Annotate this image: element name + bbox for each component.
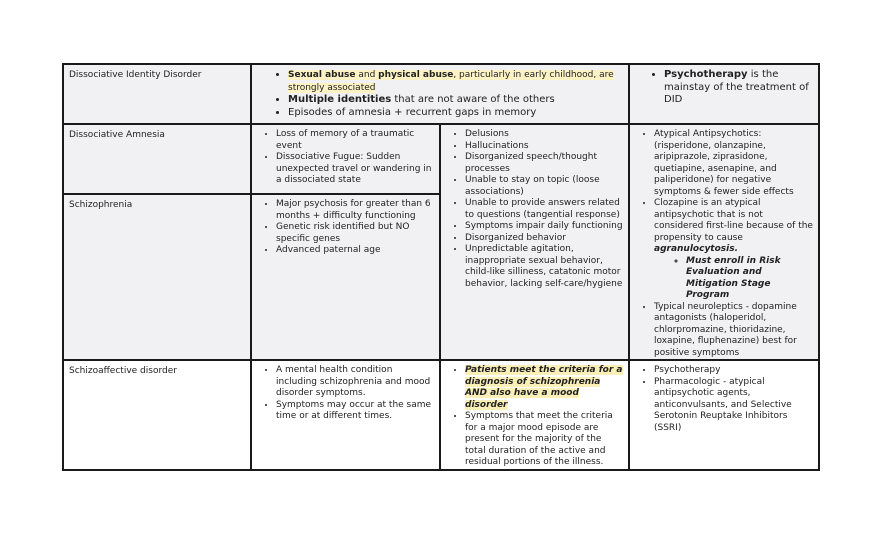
bullet-list (252, 361, 439, 423)
list-item (654, 198, 814, 302)
list-item: • Disorganized behavior (465, 233, 624, 245)
list-item: • Unpredictable agitation, inappropriate sexual behavior, child-like silliness, catatonic motor behavior, lacking self-care/hygiene (465, 244, 624, 290)
list-item: • Loss of memory of a traumatic event (276, 129, 435, 152)
list-item (664, 69, 814, 107)
list-item: • Symptoms may occur at the same time or at different times. (276, 400, 435, 423)
description-cell (251, 124, 440, 194)
text: is the mainstay of the treatment of DID (664, 69, 809, 105)
list-item: • Symptoms that meet the criteria for a major mood episode are present for the majority of the total duration of the active and residual portions of the illness. (465, 411, 624, 469)
list-item: • Delusions (465, 129, 624, 141)
bold-text: agranulocytosis. (654, 244, 739, 254)
text: and (355, 70, 379, 80)
table-row (63, 64, 819, 124)
description-cell (251, 194, 440, 360)
list-item: • A mental health condition including schizophrenia and mood disorder symptoms. (276, 365, 435, 400)
condition-name: Schizophrenia (69, 200, 133, 211)
symptoms-cell (440, 124, 629, 360)
condition-name: Schizoaffective disorder (69, 366, 177, 376)
list-item: • Unable to provide answers related to questions (tangential response) (465, 198, 624, 221)
list-item: • Advanced paternal age (276, 245, 435, 257)
treatment-cell (629, 360, 819, 470)
list-item: • Psychotherapy (654, 365, 814, 377)
text: Clozapine is an atypical antipsychotic that is not considered first-line because of the propensity to cause (654, 198, 813, 243)
disorders-table (62, 63, 820, 471)
bullet-list (630, 65, 818, 107)
text: Episodes of amnesia + recurrent gaps in memory (288, 106, 537, 118)
bullet-list (441, 125, 628, 290)
bullet-list (252, 195, 439, 257)
condition-name: Dissociative Identity Disorder (69, 70, 202, 80)
list-item: • Major psychosis for greater than 6 months + difficulty functioning (276, 199, 435, 222)
description-cell (251, 64, 629, 124)
bullet-list (630, 125, 818, 359)
list-item: • Hallucinations (465, 141, 624, 153)
treatment-cell (629, 124, 819, 360)
bold-text: physical abuse (378, 70, 454, 80)
bullet-list (252, 65, 628, 119)
text: that are not aware of the others (391, 94, 555, 105)
criteria-cell (440, 360, 629, 470)
condition-cell (63, 64, 251, 124)
description-cell (251, 360, 440, 470)
list-item: • Pharmacologic - atypical antipsychotic agents, anticonvulsants, and Selective Serotonin Reuptake Inhibitors (SSRI) (654, 377, 814, 435)
condition-cell (63, 194, 251, 360)
bold-text: Sexual abuse (288, 70, 356, 80)
list-item (288, 94, 624, 107)
list-item (465, 365, 624, 411)
condition-cell (63, 124, 251, 194)
list-item: • Typical neuroleptics - dopamine antagonists (haloperidol, chlorpromazine, thioridazine, loxapine, fluphenazine) best for positive symptoms (654, 302, 814, 360)
condition-cell (63, 360, 251, 470)
list-item (288, 69, 624, 94)
bold-text: Psychotherapy (664, 69, 748, 80)
list-item: ◦ Must enroll in Risk Evaluation and Mitigation Stage Program (686, 256, 814, 302)
bold-text: Multiple identities (288, 94, 392, 105)
treatment-cell (629, 64, 819, 124)
list-item: • Atypical Antipsychotics: (risperidone, olanzapine, aripiprazole, ziprasidone, quetiapine, asenapine, and paliperidone) for negative symptoms & fewer side effects (654, 129, 814, 198)
bold-text: Patients meet the criteria for a diagnosis of schizophrenia AND also have a mood disorder (465, 365, 623, 410)
list-item: • Unable to stay on topic (loose associations) (465, 175, 624, 198)
bullet-list (252, 125, 439, 187)
condition-name: Dissociative Amnesia (69, 130, 165, 140)
list-item: • Dissociative Fugue: Sudden unexpected travel or wandering in a dissociated state (276, 152, 435, 187)
sub-list (654, 256, 814, 302)
list-item: • Disorganized speech/thought processes (465, 152, 624, 175)
bullet-list (630, 361, 818, 434)
table-row (63, 360, 819, 470)
bullet-list (441, 361, 628, 469)
table-row (63, 124, 819, 194)
list-item: • Symptoms impair daily functioning (465, 221, 624, 233)
text: , particularly in early childhood, are strongly associated (288, 70, 614, 93)
list-item (288, 107, 624, 120)
list-item: • Genetic risk identified but NO specific genes (276, 222, 435, 245)
